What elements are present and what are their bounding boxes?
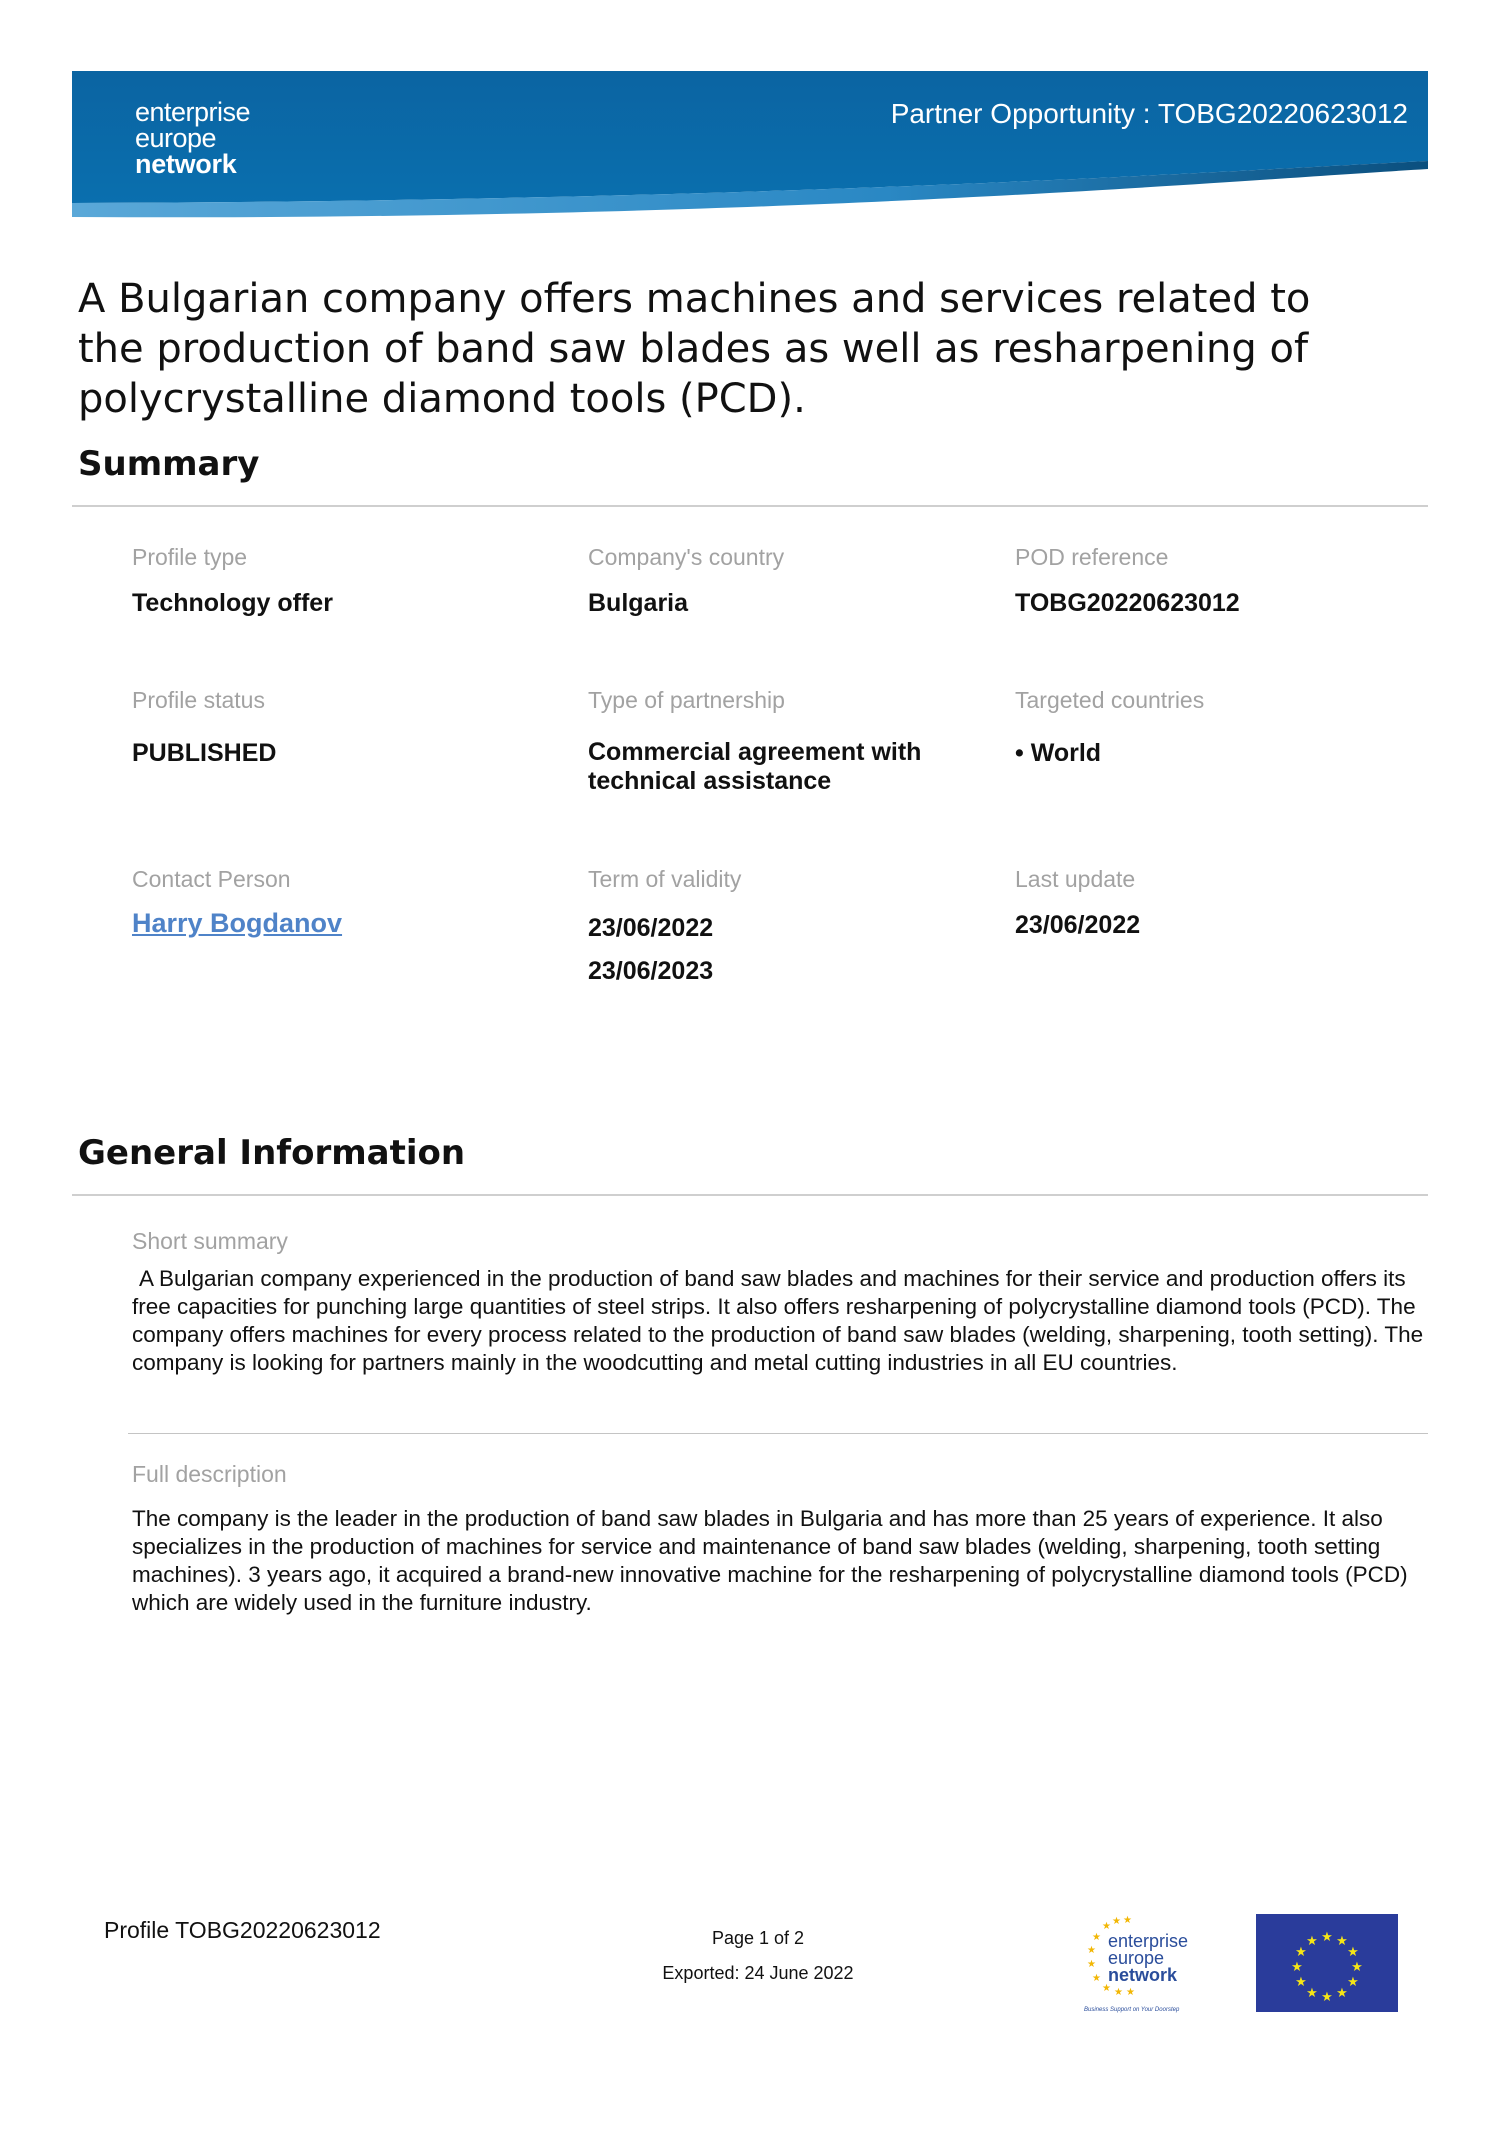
profile-status-label: Profile status bbox=[132, 687, 265, 713]
footer-logo-tagline: Business Support on Your Doorstep bbox=[1084, 2007, 1180, 2013]
svg-text:★: ★ bbox=[1306, 1986, 1318, 2001]
validity-start-date: 23/06/2022 bbox=[588, 914, 714, 942]
svg-text:★: ★ bbox=[1306, 1934, 1318, 1949]
page-title: A Bulgarian company offers machines and services related to the production of band saw blades as well as resharpening of polycrystalline diamond tools (PCD). bbox=[78, 276, 1311, 422]
footer-export-date: Exported: 24 June 2022 bbox=[662, 1963, 854, 1983]
company-country-label: Company's country bbox=[588, 544, 785, 570]
general-info-divider bbox=[72, 1194, 1428, 1196]
svg-text:★: ★ bbox=[1321, 1990, 1333, 2005]
banner-shape bbox=[72, 71, 1428, 231]
svg-text:★: ★ bbox=[1351, 1960, 1363, 1975]
logo-text-europe: europe bbox=[135, 123, 217, 153]
company-country-value: Bulgaria bbox=[588, 589, 689, 617]
svg-text:★: ★ bbox=[1092, 1973, 1101, 1984]
partnership-type-value: Commercial agreement with technical assistance bbox=[588, 738, 922, 795]
svg-text:★: ★ bbox=[1087, 1945, 1096, 1956]
short-summary-divider bbox=[128, 1433, 1428, 1434]
summary-divider bbox=[72, 505, 1428, 507]
svg-text:★: ★ bbox=[1347, 1975, 1359, 1990]
full-description-label: Full description bbox=[132, 1461, 287, 1487]
pod-reference-value: TOBG20220623012 bbox=[1015, 589, 1240, 617]
full-description-text: The company is the leader in the production of band saw blades in Bulgaria and has more than 25 years of experience. It also specializes in the production of machines for service and maintenance of band saw blades (welding, sharpening, tooth setting machines). 3 years ago, it acquired a brand-new innovative machine for the resharpening of polycrystalline diamond tools (PCD) which are widely used in the furniture industry. bbox=[132, 1506, 1408, 1615]
een-star-arc-icon bbox=[1080, 1915, 1205, 2015]
contact-person-link[interactable]: Harry Bogdanov bbox=[132, 908, 343, 938]
targeted-countries-label: Targeted countries bbox=[1015, 687, 1205, 713]
footer-logo-text-enterprise: enterprise bbox=[1108, 1931, 1189, 1951]
partner-opportunity-ref: Partner Opportunity : TOBG20220623012 bbox=[890, 98, 1408, 129]
last-update-label: Last update bbox=[1015, 866, 1136, 892]
profile-status-value: PUBLISHED bbox=[132, 739, 277, 767]
eu-flag-icon bbox=[1256, 1914, 1398, 2012]
svg-text:★: ★ bbox=[1092, 1932, 1101, 1943]
partnership-type-label: Type of partnership bbox=[588, 687, 785, 713]
svg-text:★: ★ bbox=[1112, 1916, 1121, 1927]
profile-type-label: Profile type bbox=[132, 544, 248, 570]
header-banner bbox=[72, 71, 1428, 231]
svg-text:★: ★ bbox=[1102, 1921, 1111, 1932]
logo-text-network: network bbox=[135, 149, 237, 179]
validity-end-date: 23/06/2023 bbox=[588, 957, 714, 985]
short-summary-label: Short summary bbox=[132, 1228, 288, 1254]
footer-page-number: Page 1 of 2 bbox=[711, 1928, 805, 1948]
targeted-countries-value: • World bbox=[1015, 739, 1102, 767]
contact-person-label: Contact Person bbox=[132, 866, 291, 892]
svg-text:★: ★ bbox=[1114, 1987, 1123, 1998]
svg-text:★: ★ bbox=[1087, 1959, 1096, 1970]
svg-text:★: ★ bbox=[1295, 1945, 1307, 1960]
footer-profile-id: Profile TOBG20220623012 bbox=[104, 1917, 381, 1943]
svg-text:★: ★ bbox=[1291, 1960, 1303, 1975]
svg-text:★: ★ bbox=[1123, 1915, 1132, 1926]
footer-logo-text-europe: europe bbox=[1108, 1948, 1165, 1968]
short-summary-text: A Bulgarian company experienced in the production of band saw blades and machines for their service and production offers its free capacities for punching large quantities of steel strips. It also offers resharpening of polycrystalline diamond tools (PCD). The company offers machines for every process related to the production of band saw blades (welding, sharpening, tooth setting). The company is looking for partners mainly in the woodcutting and metal cutting industries in all EU countries. bbox=[132, 1266, 1424, 1375]
pod-reference-label: POD reference bbox=[1015, 544, 1169, 570]
svg-text:★: ★ bbox=[1102, 1983, 1111, 1994]
svg-text:★: ★ bbox=[1336, 1986, 1348, 2001]
svg-text:★: ★ bbox=[1321, 1930, 1333, 1945]
svg-text:★: ★ bbox=[1336, 1934, 1348, 1949]
term-of-validity-label: Term of validity bbox=[588, 866, 742, 892]
last-update-value: 23/06/2022 bbox=[1015, 911, 1141, 939]
een-footer-logo bbox=[1080, 1915, 1205, 2015]
een-logo-header bbox=[135, 99, 250, 177]
profile-type-value: Technology offer bbox=[132, 589, 333, 617]
svg-text:★: ★ bbox=[1295, 1975, 1307, 1990]
general-info-heading: General Information bbox=[78, 1133, 466, 1173]
footer-logo-text-network: network bbox=[1108, 1965, 1178, 1985]
logo-text-enterprise: enterprise bbox=[135, 97, 251, 127]
svg-text:★: ★ bbox=[1126, 1987, 1135, 1998]
summary-heading: Summary bbox=[78, 444, 260, 484]
svg-text:★: ★ bbox=[1347, 1945, 1359, 1960]
